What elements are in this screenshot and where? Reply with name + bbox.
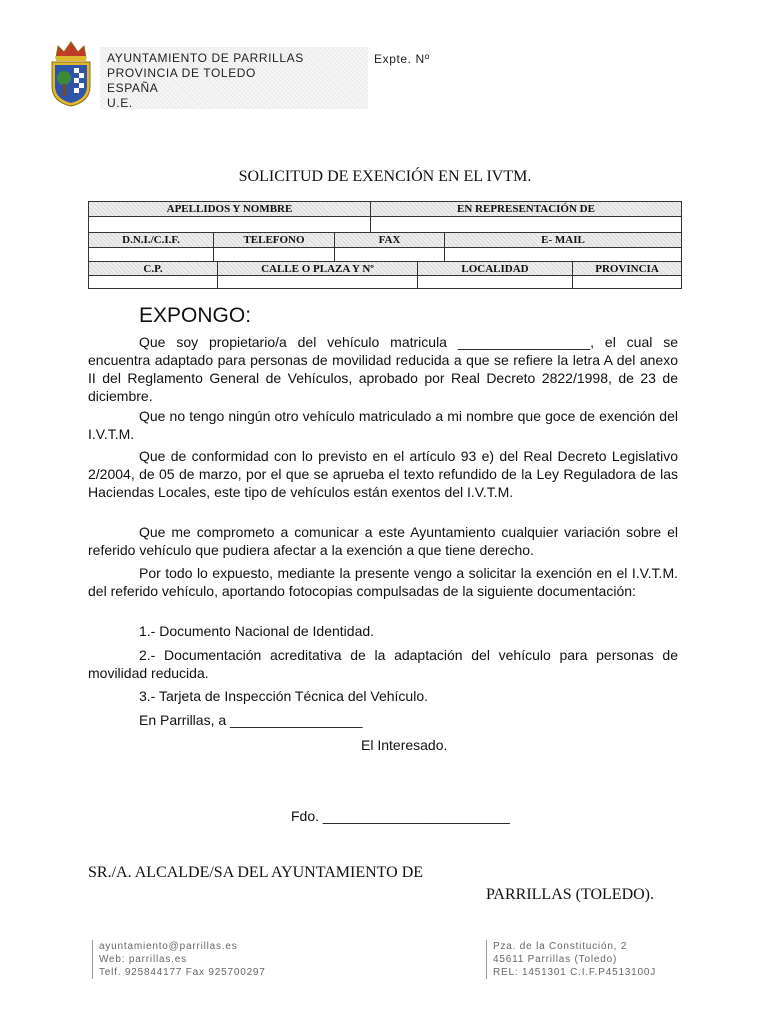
paragraph: Por todo lo expuesto, mediante la presente vengo a solicitar la exención en el I.V.T.M. del referido vehículo, aportando fotocopias compulsadas de la siguiente documentación: xyxy=(88,565,678,599)
paragraph: Que soy propietario/a del vehículo matricula _________________, el cual se encuentra adaptado para personas de movilidad reducida a que se refiere la letra A del anexo II del Reglamento General de Vehículos, aprobado por Real Decreto 2822/1998, de 23 de diciembre. xyxy=(88,334,678,404)
org-line: AYUNTAMIENTO DE PARRILLAS xyxy=(107,51,304,65)
locality-field[interactable] xyxy=(417,275,573,289)
street-field[interactable] xyxy=(217,275,418,289)
coat-of-arms-icon xyxy=(48,38,94,108)
footer-city: 45611 Parrillas (Toledo) xyxy=(493,954,618,965)
org-line: ESPAÑA xyxy=(107,81,159,95)
representation-field[interactable] xyxy=(370,216,682,233)
col-header-representation: EN REPRESENTACIÓN DE xyxy=(370,201,682,217)
doc-list-item: 3.- Tarjeta de Inspección Técnica del Vehículo. xyxy=(139,688,428,704)
footer-contact xyxy=(92,940,266,979)
dni-field[interactable] xyxy=(88,247,214,262)
section-heading: EXPONGO: xyxy=(139,304,252,327)
doc-list-item: 2.- Documentación acreditativa de la adaptación del vehículo para personas de movilidad reducida. xyxy=(88,647,678,681)
municipality-address xyxy=(107,51,304,111)
col-header-name: APELLIDOS Y NOMBRE xyxy=(88,201,371,217)
paragraph: Que me comprometo a comunicar a este Ayuntamiento cualquier variación sobre el referido vehículo que pudiera afectar a la exención a que tiene derecho. xyxy=(88,524,678,558)
phone-field[interactable] xyxy=(213,247,335,262)
signer-label: El Interesado. xyxy=(361,737,448,753)
paragraph: Que de conformidad con lo previsto en el artículo 93 e) del Real Decreto Legislativo 2/2004, de 05 de marzo, por el que se aprueba el texto refundido de la Ley Reguladora de las Haciendas Locales, este tipo de vehículos están exentos del I.V.T.M. xyxy=(88,448,678,500)
place-date-line: En Parrillas, a _________________ xyxy=(139,712,363,728)
addressee-line-1: SR./A. ALCALDE/SA DEL AYUNTAMIENTO DE xyxy=(88,864,424,881)
email-field[interactable] xyxy=(444,247,682,262)
footer-registry: REL: 1451301 C.I.F.P4513100J xyxy=(493,967,657,978)
addressee-line-2: PARRILLAS (TOLEDO). xyxy=(486,886,655,903)
province-field[interactable] xyxy=(572,275,682,289)
footer-web: Web: parrillas.es xyxy=(99,954,187,965)
footer-email: ayuntamiento@parrillas.es xyxy=(99,941,238,952)
footer-address xyxy=(486,940,656,979)
col-header-province: PROVINCIA xyxy=(572,261,682,276)
footer-street: Pza. de la Constitución, 2 xyxy=(493,941,628,952)
doc-list-item: 1.- Documento Nacional de Identidad. xyxy=(139,623,375,639)
org-line: U.E. xyxy=(107,96,133,110)
expte-label: Expte. Nº xyxy=(374,52,430,66)
footer-phone: Telf. 925844177 Fax 925700297 xyxy=(99,967,266,978)
signature-line: Fdo. ________________________ xyxy=(291,808,510,824)
col-header-phone: TELEFONO xyxy=(213,232,335,248)
fax-field[interactable] xyxy=(334,247,445,262)
applicant-form-table xyxy=(88,201,682,289)
col-header-locality: LOCALIDAD xyxy=(417,261,573,276)
col-header-dni: D.N.I./C.I.F. xyxy=(88,232,214,248)
col-header-postal-code: C.P. xyxy=(88,261,218,276)
col-header-email: E- MAIL xyxy=(444,232,682,248)
postal-code-field[interactable] xyxy=(88,275,218,289)
col-header-fax: FAX xyxy=(334,232,445,248)
paragraph: Que no tengo ningún otro vehículo matriculado a mi nombre que goce de exención del I.V.T.M. xyxy=(88,408,678,442)
col-header-street: CALLE O PLAZA Y Nº xyxy=(217,261,418,276)
org-line: PROVINCIA DE TOLEDO xyxy=(107,66,256,80)
name-field[interactable] xyxy=(88,216,371,233)
page-title: SOLICITUD DE EXENCIÓN EN EL IVTM. xyxy=(238,168,532,185)
